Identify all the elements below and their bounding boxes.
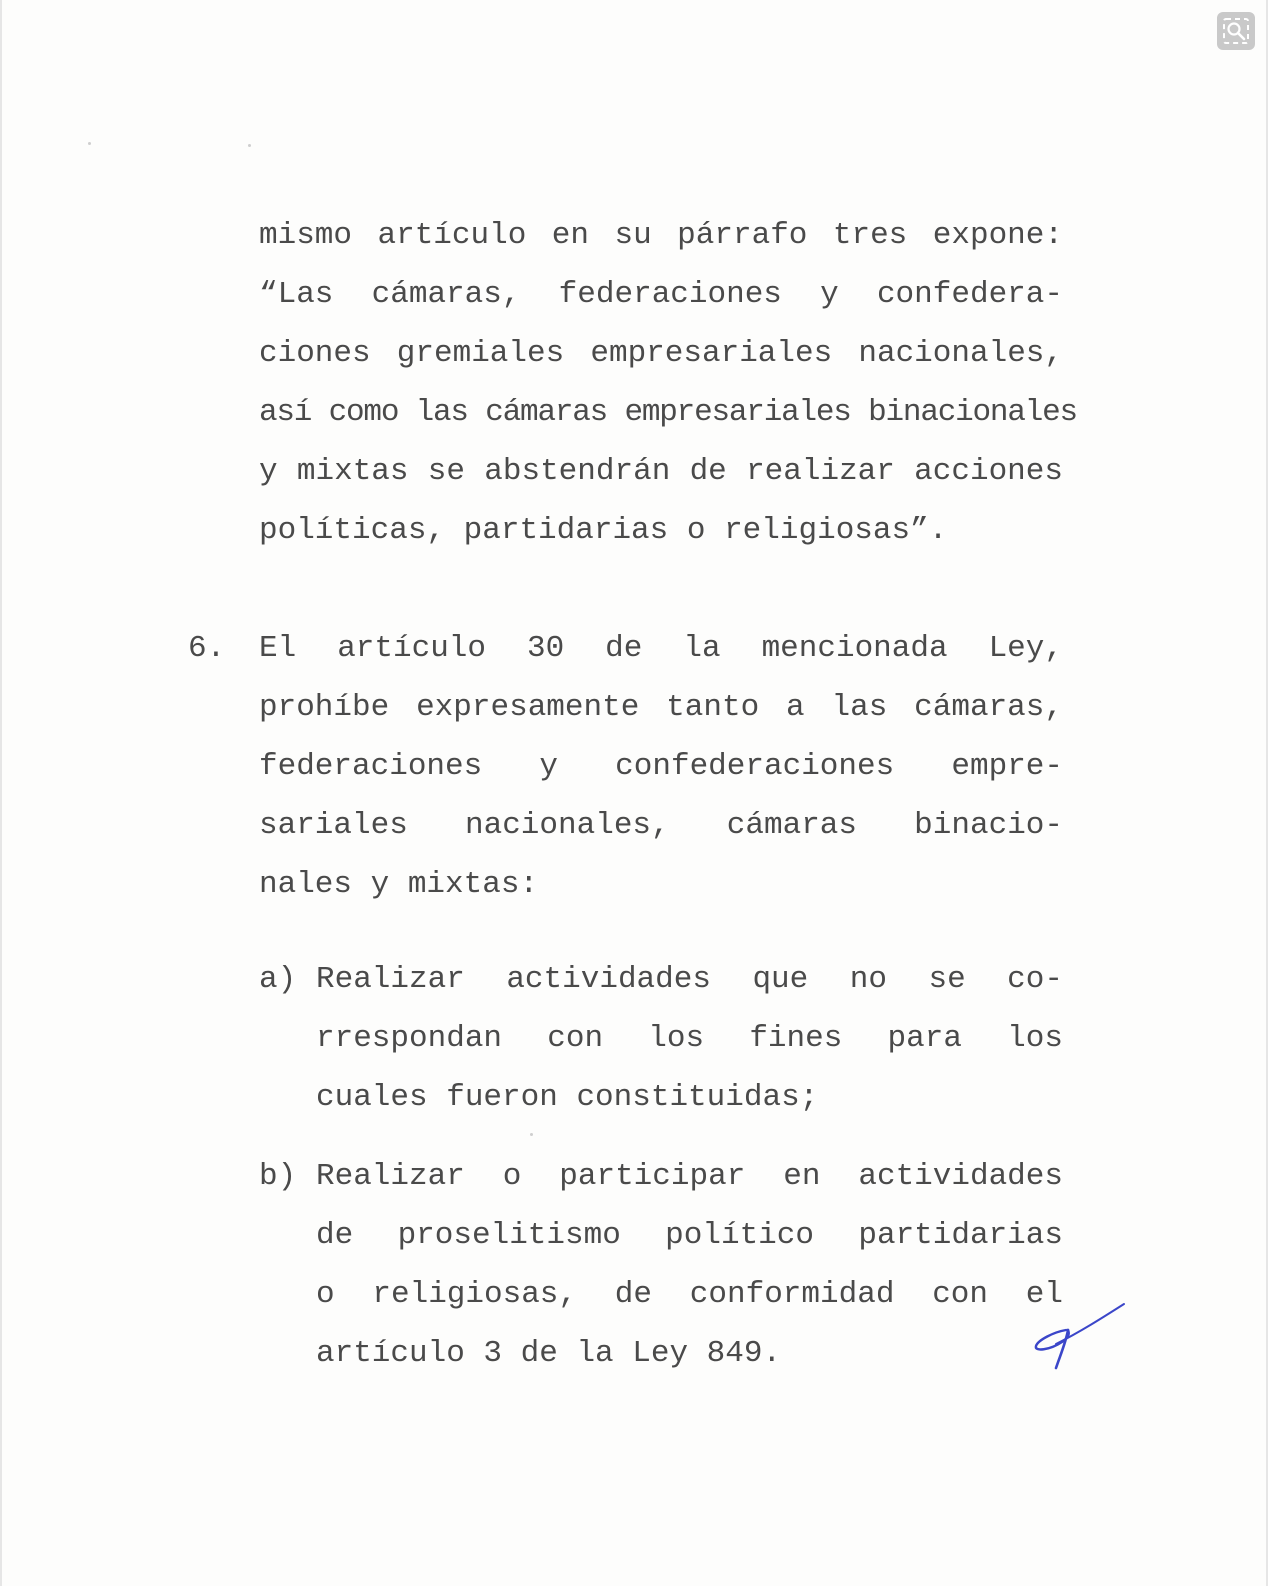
scan-speck: [88, 142, 91, 145]
paragraph-line: mismo artículo en su párrafo tres expone:: [259, 218, 1063, 253]
subitem-marker: a): [259, 962, 297, 997]
scan-speck: [248, 144, 251, 147]
subitem-line: rrespondan con los fines para los: [316, 1021, 1063, 1056]
paragraph-line: políticas, partidarias o religiosas”.: [259, 513, 948, 548]
scan-speck: [530, 1133, 533, 1136]
item-line: federaciones y confederaciones empre-: [259, 749, 1063, 784]
subitem-line: cuales fueron constituidas;: [316, 1080, 819, 1115]
item-line: prohíbe expresamente tanto a las cámaras,: [259, 690, 1063, 725]
subitem-line: de proselitismo político partidarias: [316, 1218, 1063, 1253]
zoom-search-icon[interactable]: [1217, 12, 1255, 50]
item-line: nales y mixtas:: [259, 867, 539, 902]
paragraph-line: ciones gremiales empresariales nacionales,: [259, 336, 1063, 371]
subitem-line: o religiosas, de conformidad con el: [316, 1277, 1063, 1312]
subitem-line: Realizar o participar en actividades: [316, 1159, 1063, 1194]
item-number: 6.: [188, 631, 226, 666]
handwritten-initials: [1032, 1300, 1132, 1390]
item-line: El artículo 30 de la mencionada Ley,: [259, 631, 1063, 666]
subitem-line: Realizar actividades que no se co-: [316, 962, 1063, 997]
subitem-marker: b): [259, 1159, 297, 1194]
subitem-line: artículo 3 de la Ley 849.: [316, 1336, 782, 1371]
paragraph-line: “Las cámaras, federaciones y confedera-: [259, 277, 1063, 312]
item-line: sariales nacionales, cámaras binacio-: [259, 808, 1063, 843]
paragraph-line: así como las cámaras empresariales binacionales: [259, 395, 1077, 430]
paragraph-line: y mixtas se abstendrán de realizar acciones: [259, 454, 1063, 489]
